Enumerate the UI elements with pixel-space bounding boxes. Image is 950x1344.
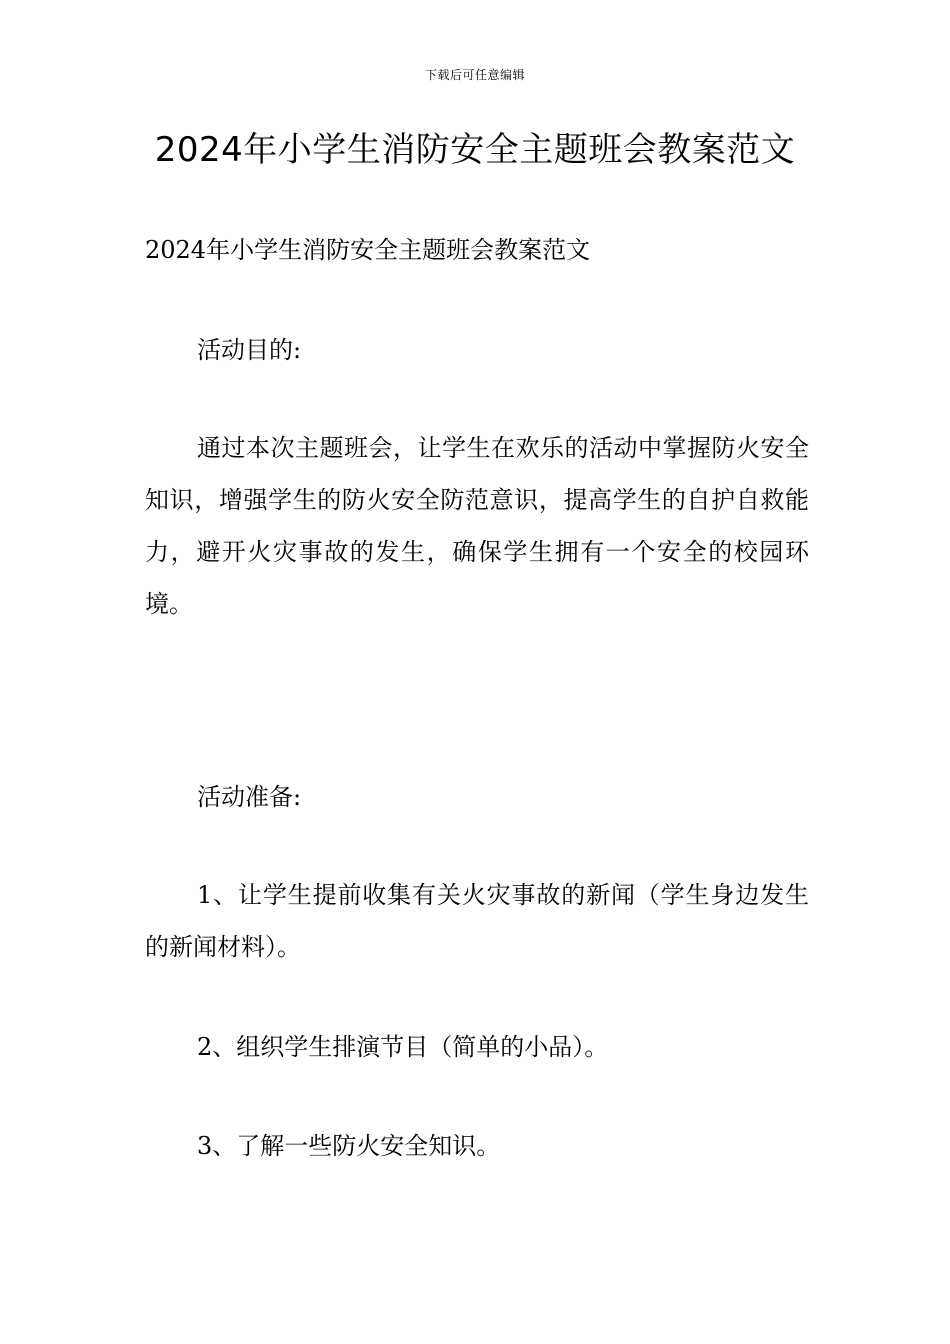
prep-item-3: 3、了解一些防火安全知识。	[197, 1132, 501, 1160]
purpose-paragraph: 通过本次主题班会，让学生在欢乐的活动中掌握防火安全知识，增强学生的防火安全防范意识，提高学生的自护自救能力，避开火灾事故的发生，确保学生拥有一个安全的校园环境。	[145, 434, 809, 618]
prep-item-2: 2、组织学生排演节目（简单的小品）。	[197, 1033, 609, 1061]
page-header-note: 下载后可任意编辑	[424, 68, 525, 82]
document-title: 2024年小学生消防安全主题班会教案范文	[154, 130, 796, 170]
prep-heading: 活动准备:	[197, 783, 302, 811]
document-subtitle: 2024年小学生消防安全主题班会教案范文	[145, 236, 591, 264]
prep-item-1: 1、让学生提前收集有关火灾事故的新闻（学生身边发生的新闻材料）。	[145, 881, 809, 961]
purpose-heading: 活动目的:	[197, 336, 302, 364]
